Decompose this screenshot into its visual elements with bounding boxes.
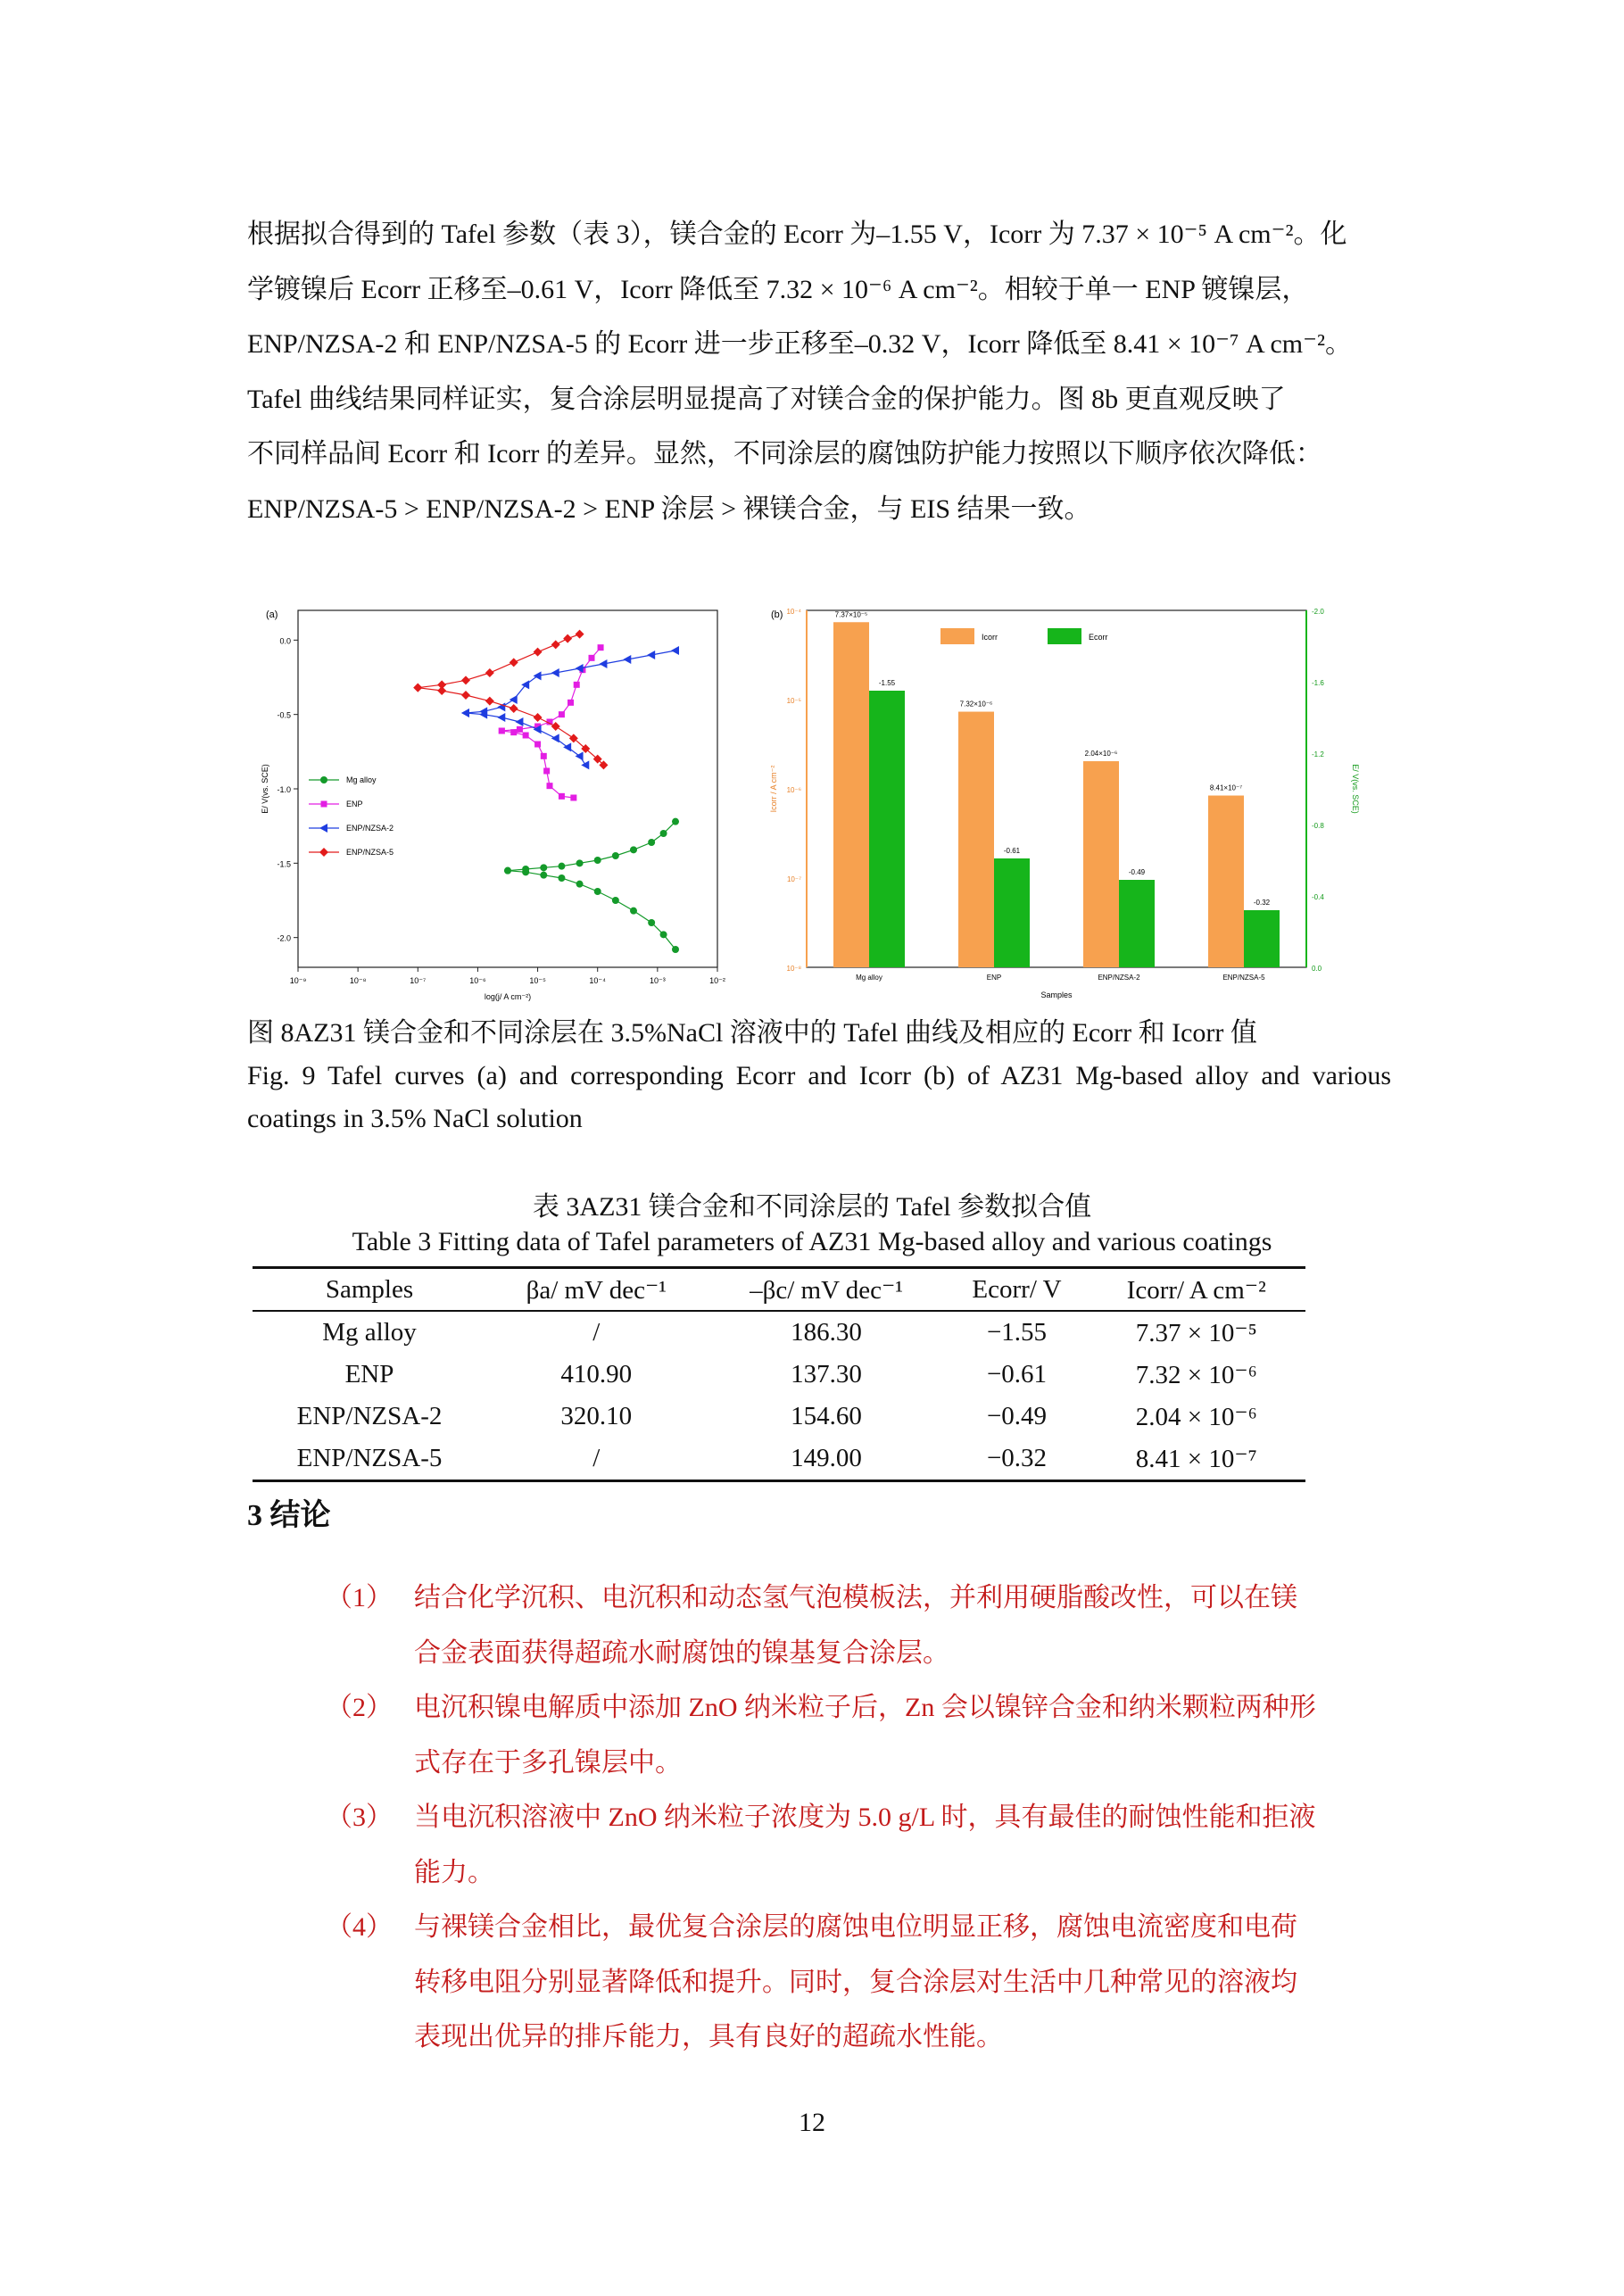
table-cell: ENP bbox=[344, 1360, 394, 1388]
data-point bbox=[558, 863, 565, 870]
series-line bbox=[466, 713, 585, 765]
data-point bbox=[672, 818, 679, 825]
x-axis-label: Samples bbox=[1040, 991, 1073, 999]
data-point bbox=[510, 658, 518, 667]
data-point bbox=[570, 795, 576, 801]
table-cell: −1.55 bbox=[986, 1318, 1048, 1347]
category-label: ENP/NZSA-5 bbox=[1222, 974, 1265, 982]
table-cell: / bbox=[592, 1318, 601, 1347]
data-point bbox=[497, 713, 505, 722]
data-point bbox=[534, 742, 541, 748]
data-point bbox=[623, 655, 631, 664]
data-point bbox=[485, 697, 494, 706]
left-axis-label: Icorr / A cm⁻² bbox=[769, 765, 778, 813]
data-point bbox=[563, 634, 572, 643]
category-label: ENP/NZSA-2 bbox=[1098, 974, 1140, 982]
data-label-icorr: 8.41×10⁻⁷ bbox=[1209, 783, 1243, 792]
table-row bbox=[253, 1354, 1305, 1396]
data-point bbox=[612, 852, 619, 859]
data-point bbox=[320, 776, 327, 783]
right-tick-label: 0.0 bbox=[1312, 965, 1322, 973]
legend-label: ENP bbox=[346, 800, 363, 808]
data-point bbox=[551, 668, 559, 677]
paragraph-line: ENP/NZSA-2 和 ENP/NZSA-5 的 Ecorr 进一步正移至–0.32 V，Icorr 降低至 8.41 × 10⁻⁷ A cm⁻²。 bbox=[247, 329, 1352, 359]
left-tick-label: 10⁻⁷ bbox=[786, 875, 801, 883]
tafel-parameter-table bbox=[253, 1266, 1305, 1482]
table-title-en: Table 3 Fitting data of Tafel parameters of AZ31 Mg-based alloy and various coatings bbox=[352, 1227, 1272, 1256]
bar-ecorr bbox=[1244, 910, 1280, 967]
paragraph-line: ENP/NZSA-5 > ENP/NZSA-2 > ENP 涂层 > 裸镁合金，与 EIS 结果一致。 bbox=[247, 493, 1091, 524]
data-point bbox=[563, 742, 571, 751]
data-point bbox=[672, 946, 679, 953]
results-paragraph bbox=[247, 207, 1391, 536]
table-cell: −0.32 bbox=[947, 1438, 1088, 1481]
bar-icorr bbox=[1208, 796, 1244, 967]
conclusion-item bbox=[247, 1900, 1391, 2065]
tafel-curve-chart bbox=[253, 593, 780, 1012]
conclusion-line: 与裸镁合金相比，最优复合涂层的腐蚀电位明显正移，腐蚀电流密度和电荷 bbox=[414, 1912, 1297, 1942]
legend-label: ENP/NZSA-5 bbox=[346, 848, 394, 857]
data-point bbox=[510, 704, 518, 713]
x-tick-label: 10⁻⁹ bbox=[289, 976, 307, 985]
conclusion-number: （2） bbox=[326, 1693, 393, 1722]
figure-caption-en: Fig. 9 Tafel curves (a) and corresponding Ecorr and Icorr (b) of AZ31 Mg-based alloy and various coatings in 3.5% NaCl solution bbox=[247, 1061, 1391, 1133]
plot-frame bbox=[298, 610, 717, 967]
left-tick-label: 10⁻⁵ bbox=[786, 697, 801, 705]
table-cell: 137.30 bbox=[791, 1360, 862, 1388]
left-tick-label: 10⁻⁴ bbox=[786, 608, 801, 616]
y-tick-label: -1.0 bbox=[277, 785, 291, 794]
right-axis-label: E/ V(vs. SCE) bbox=[1351, 764, 1360, 814]
data-point bbox=[534, 671, 542, 680]
table-title-cn: 表 3AZ31 镁合金和不同涂层的 Tafel 参数拟合值 bbox=[532, 1192, 1092, 1222]
table-cell: 154.60 bbox=[791, 1402, 862, 1430]
data-point bbox=[521, 680, 529, 689]
table-row bbox=[253, 1396, 1305, 1438]
legend-label: Mg alloy bbox=[346, 775, 377, 784]
legend-label: Ecorr bbox=[1089, 633, 1108, 642]
data-point bbox=[576, 881, 584, 888]
data-point bbox=[660, 830, 667, 837]
x-tick-label: 10⁻² bbox=[709, 976, 725, 985]
data-point bbox=[523, 733, 529, 739]
table-cell: 410.90 bbox=[560, 1360, 633, 1388]
data-point bbox=[551, 640, 560, 649]
legend-swatch bbox=[940, 628, 974, 644]
data-point bbox=[510, 695, 518, 704]
table-cell: 7.37 × 10⁻⁵ bbox=[1135, 1319, 1257, 1347]
legend-swatch bbox=[1048, 628, 1081, 644]
data-point bbox=[534, 713, 543, 722]
data-point bbox=[648, 839, 655, 846]
conclusion-item bbox=[247, 1790, 1391, 1900]
conclusion-item bbox=[247, 1571, 1391, 1680]
table-row bbox=[253, 1438, 1305, 1481]
conclusion-line: 表现出优异的排斥能力，具有良好的超疏水性能。 bbox=[414, 2022, 1003, 2051]
data-point bbox=[522, 868, 529, 875]
data-point bbox=[648, 919, 655, 926]
conclusion-line: 当电沉积溶液中 ZnO 纳米粒子浓度为 5.0 g/L 时，具有最佳的耐蚀性能和拒液 bbox=[414, 1803, 1316, 1832]
table-cell: 8.41 × 10⁻⁷ bbox=[1087, 1438, 1305, 1481]
data-point bbox=[589, 655, 595, 661]
data-point bbox=[413, 684, 422, 692]
data-label-icorr: 2.04×10⁻⁶ bbox=[1084, 750, 1118, 758]
data-point bbox=[517, 726, 523, 733]
table-row bbox=[253, 1311, 1305, 1354]
table-cell: 7.32 × 10⁻⁶ bbox=[1135, 1361, 1257, 1389]
data-point bbox=[630, 846, 637, 853]
data-label-ecorr: -0.32 bbox=[1253, 899, 1271, 907]
data-point bbox=[499, 728, 505, 734]
panel-label: (a) bbox=[266, 609, 278, 620]
paragraph-line: Tafel 曲线结果同样证实，复合涂层明显提高了对镁合金的保护能力。图 8b 更直观反映了 bbox=[247, 384, 1286, 414]
data-point bbox=[576, 664, 584, 673]
conclusion-line: 电沉积镍电解质中添加 ZnO 纳米粒子后，Zn 会以镍锌合金和纳米颗粒两种形 bbox=[414, 1693, 1316, 1722]
data-point bbox=[574, 682, 580, 688]
data-point bbox=[540, 872, 547, 879]
bar-icorr bbox=[958, 712, 994, 967]
bar-ecorr bbox=[1119, 880, 1155, 967]
bar-icorr bbox=[1083, 761, 1119, 967]
column-header: Samples bbox=[253, 1268, 486, 1312]
column-header: –βc/ mV dec⁻¹ bbox=[707, 1268, 947, 1312]
category-label: Mg alloy bbox=[856, 974, 882, 982]
conclusion-number: （3） bbox=[326, 1803, 393, 1832]
data-point bbox=[598, 644, 604, 651]
paragraph-line: 学镀镍后 Ecorr 正移至–0.61 V，Icorr 降低至 7.32 × 10⁻⁶ A cm⁻²。相较于单一 ENP 镀镍层， bbox=[247, 274, 1309, 304]
table-cell: Mg alloy bbox=[322, 1318, 417, 1347]
data-point bbox=[630, 908, 637, 915]
data-point bbox=[594, 857, 601, 864]
bar-ecorr bbox=[869, 691, 905, 967]
data-point bbox=[319, 848, 328, 857]
series-line bbox=[508, 871, 675, 949]
column-header: βa/ mV dec⁻¹ bbox=[486, 1268, 707, 1312]
data-point bbox=[581, 760, 589, 769]
data-point bbox=[576, 630, 584, 639]
table-cell: −0.61 bbox=[986, 1360, 1048, 1388]
series-line bbox=[501, 648, 601, 731]
column-header: Ecorr/ V bbox=[947, 1268, 1088, 1312]
conclusion-line: 式存在于多孔镍层中。 bbox=[414, 1747, 682, 1778]
left-tick-label: 10⁻⁶ bbox=[786, 786, 801, 794]
paragraph-line: 不同样品间 Ecorr 和 Icorr 的差异。显然，不同涂层的腐蚀防护能力按照以下顺序依次降低： bbox=[247, 439, 1322, 468]
x-tick-label: 10⁻⁷ bbox=[410, 976, 427, 985]
data-point bbox=[671, 646, 679, 655]
conclusions-list bbox=[247, 1571, 1391, 2065]
page-number: 12 bbox=[799, 2108, 825, 2137]
left-tick-label: 10⁻⁸ bbox=[786, 965, 801, 973]
right-tick-label: -2.0 bbox=[1312, 608, 1324, 616]
table-cell: 2.04 × 10⁻⁶ bbox=[1135, 1403, 1257, 1431]
data-point bbox=[576, 751, 584, 760]
table-cell: 186.30 bbox=[791, 1318, 862, 1347]
x-tick-label: 10⁻³ bbox=[649, 976, 666, 985]
x-tick-label: 10⁻⁵ bbox=[529, 976, 546, 985]
data-point bbox=[485, 668, 494, 677]
data-point bbox=[461, 691, 470, 700]
right-tick-label: -0.4 bbox=[1312, 893, 1324, 901]
y-axis-label: E/ V(vs. SCE) bbox=[261, 764, 269, 814]
data-label-icorr: 7.32×10⁻⁶ bbox=[959, 700, 993, 709]
x-tick-label: 10⁻⁶ bbox=[469, 976, 486, 985]
data-point bbox=[437, 686, 446, 695]
panel-label: (b) bbox=[771, 609, 783, 620]
conclusion-line: 结合化学沉积、电沉积和动态氢气泡模板法，并利用硬脂酸改性，可以在镁 bbox=[414, 1583, 1297, 1612]
conclusion-number: （1） bbox=[326, 1583, 393, 1612]
table-cell: ENP/NZSA-2 bbox=[296, 1402, 443, 1430]
data-label-ecorr: -0.49 bbox=[1128, 868, 1146, 876]
data-point bbox=[534, 648, 543, 657]
corrosion-bar-chart bbox=[753, 593, 1378, 1012]
right-tick-label: -0.8 bbox=[1312, 822, 1324, 830]
x-tick-label: 10⁻⁴ bbox=[589, 976, 607, 985]
table-cell: ENP/NZSA-5 bbox=[253, 1438, 486, 1481]
data-label-icorr: 7.37×10⁻⁵ bbox=[834, 610, 868, 619]
data-point bbox=[461, 709, 469, 717]
legend-label: Icorr bbox=[982, 633, 998, 642]
data-point bbox=[559, 711, 565, 717]
conclusion-line: 转移电阻分别显著降低和提升。同时，复合涂层对生活中几种常见的溶液均 bbox=[414, 1967, 1297, 1997]
data-point bbox=[558, 874, 565, 882]
data-label-ecorr: -0.61 bbox=[1003, 847, 1021, 855]
legend-label: ENP/NZSA-2 bbox=[346, 824, 394, 833]
figure-tafel bbox=[253, 593, 1378, 1012]
series-line bbox=[508, 822, 675, 871]
data-point bbox=[576, 859, 584, 866]
y-tick-label: 0.0 bbox=[279, 636, 291, 646]
data-point bbox=[660, 931, 667, 938]
data-point bbox=[510, 729, 517, 735]
figure-caption-cn: 图 8AZ31 镁合金和不同涂层在 3.5%NaCl 溶液中的 Tafel 曲线及相应的 Ecorr 和 Icorr 值 bbox=[247, 1018, 1257, 1048]
data-point bbox=[547, 783, 553, 789]
data-point bbox=[612, 897, 619, 904]
x-axis-label: log(j/ A cm⁻²) bbox=[484, 992, 532, 1001]
bar-ecorr bbox=[994, 858, 1030, 967]
y-tick-label: -0.5 bbox=[277, 710, 291, 720]
data-point bbox=[543, 768, 550, 775]
table-cell: 149.00 bbox=[707, 1438, 947, 1481]
data-point bbox=[319, 824, 327, 833]
data-point bbox=[321, 801, 327, 808]
category-label: ENP bbox=[986, 974, 1002, 982]
data-point bbox=[594, 888, 601, 895]
conclusion-number: （4） bbox=[326, 1912, 393, 1942]
y-tick-label: -2.0 bbox=[277, 933, 291, 943]
table-cell: 320.10 bbox=[560, 1402, 633, 1430]
section-title: 3 结论 bbox=[247, 1499, 331, 1532]
series-line bbox=[501, 731, 574, 798]
table-header-row bbox=[253, 1268, 1305, 1312]
right-tick-label: -1.2 bbox=[1312, 750, 1324, 758]
x-tick-label: 10⁻⁸ bbox=[349, 976, 367, 985]
data-point bbox=[540, 864, 547, 871]
conclusion-item bbox=[247, 1680, 1391, 1790]
data-point bbox=[504, 867, 511, 874]
data-point bbox=[551, 734, 559, 742]
paragraph-line: 根据拟合得到的 Tafel 参数（表 3），镁合金的 Ecorr 为–1.55 V，Icorr 为 7.37 × 10⁻⁵ A cm⁻²。化 bbox=[247, 220, 1347, 249]
y-tick-label: -1.5 bbox=[277, 859, 291, 869]
data-label-ecorr: -1.55 bbox=[878, 679, 896, 687]
right-tick-label: -1.6 bbox=[1312, 679, 1324, 687]
data-point bbox=[568, 700, 574, 706]
bar-icorr bbox=[833, 622, 869, 967]
data-point bbox=[515, 717, 523, 726]
data-point bbox=[541, 753, 547, 759]
data-point bbox=[647, 651, 655, 659]
conclusion-line: 能力。 bbox=[414, 1857, 494, 1887]
conclusion-line: 合金表面获得超疏水耐腐蚀的镍基复合涂层。 bbox=[414, 1637, 949, 1668]
data-point bbox=[461, 676, 470, 684]
table-cell: / bbox=[486, 1438, 707, 1481]
data-point bbox=[599, 659, 607, 668]
table-cell: −0.49 bbox=[986, 1402, 1048, 1430]
column-header: Icorr/ A cm⁻² bbox=[1087, 1268, 1305, 1312]
data-point bbox=[559, 793, 565, 800]
